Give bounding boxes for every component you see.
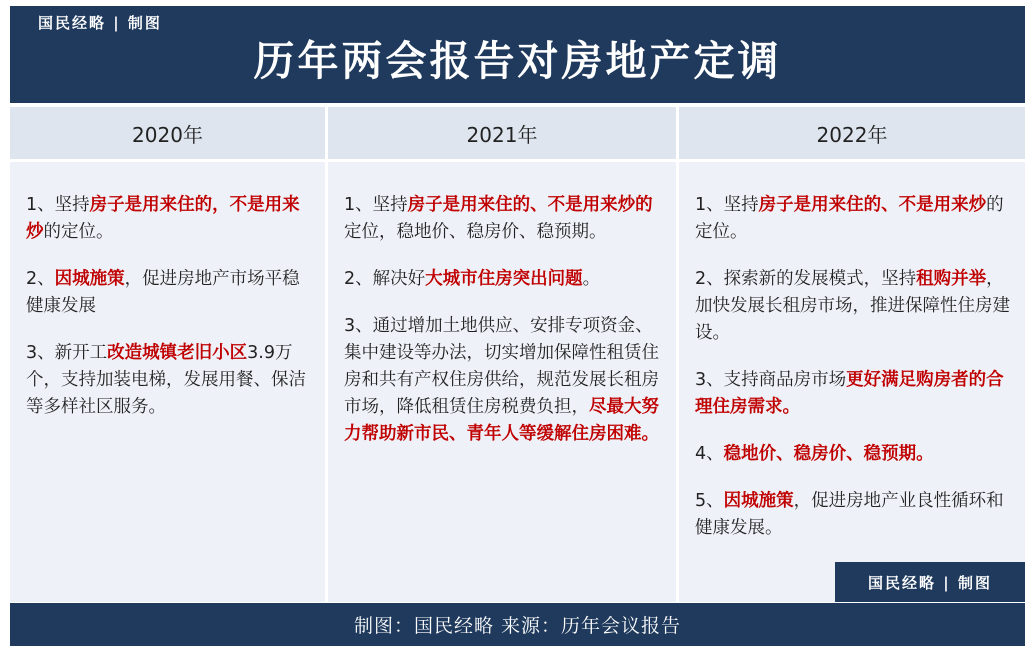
year-columns <box>10 107 1025 602</box>
highlight-text: 大城市住房突出问题 <box>425 269 583 289</box>
list-item <box>344 313 662 448</box>
item-text: ，促进房地产市场平稳健康发展 <box>26 269 300 316</box>
column-2020 <box>10 107 325 602</box>
list-item <box>695 192 1011 246</box>
brand-stamp: 国民经略 | 制图 <box>835 562 1025 602</box>
item-list <box>679 162 1025 542</box>
column-2021 <box>328 107 676 602</box>
list-item <box>344 192 662 246</box>
highlight-text: 房子是用来住的、不是用来炒 <box>758 195 987 215</box>
source-footer: 制图：国民经略 来源：历年会议报告 <box>10 603 1025 646</box>
column-header: 2021年 <box>328 107 676 162</box>
list-item <box>695 266 1011 347</box>
item-text: 的定位。 <box>43 222 114 242</box>
highlight-text: 房子是用来住的、不是用来炒的 <box>407 195 653 215</box>
list-item <box>695 367 1011 421</box>
header-banner <box>10 6 1025 103</box>
column-header: 2022年 <box>679 107 1025 162</box>
highlight-text: 稳地价、稳房价、稳预期。 <box>723 444 934 464</box>
column-header: 2020年 <box>10 107 325 162</box>
item-text: 3、支持商品房市场 <box>695 370 847 390</box>
highlight-text: 因城施策 <box>723 491 794 511</box>
highlight-text: 租购并举 <box>916 269 987 289</box>
item-text: 3、通过增加土地供应、安排专项资金、集中建设等办法，切实增加保障性租赁住房和共有产权住房供给，规范发展长租房市场，降低租赁住房税费负担， <box>344 316 659 417</box>
item-text: 1、坚持 <box>695 195 759 215</box>
item-text: 。 <box>582 269 601 289</box>
highlight-text: 更好满足购房者的合理住房需求。 <box>695 370 1004 417</box>
highlight-text: 因城施策 <box>54 269 125 289</box>
list-item <box>695 488 1011 542</box>
item-text: 3.9万个，支持加装电梯，发展用餐、保洁等多样社区服务。 <box>26 343 306 417</box>
item-text: 5、 <box>695 491 724 511</box>
item-text: 1、坚持 <box>344 195 408 215</box>
infographic <box>10 6 1025 646</box>
item-text: ，加快发展长租房市场，推进保障性住房建设。 <box>695 269 1010 343</box>
item-text: ，促进房地产业良性循环和健康发展。 <box>695 491 1004 538</box>
item-text: 2、解决好 <box>344 269 426 289</box>
column-2022 <box>679 107 1025 602</box>
list-item <box>26 266 311 320</box>
item-list <box>10 162 325 421</box>
item-text: 的定位。 <box>695 195 1004 242</box>
list-item <box>26 340 311 421</box>
item-text: 2、探索新的发展模式，坚持 <box>695 269 917 289</box>
highlight-text: 改造城镇老旧小区 <box>107 343 248 363</box>
page-title: 历年两会报告对房地产定调 <box>253 37 782 85</box>
highlight-text: 房子是用来住的，不是用来炒 <box>26 195 300 242</box>
brand-label: 国民经略 | 制图 <box>38 14 162 32</box>
list-item <box>695 441 1011 468</box>
item-text: 4、 <box>695 444 724 464</box>
list-item <box>344 266 662 293</box>
item-text: 1、坚持 <box>26 195 90 215</box>
item-text: 3、新开工 <box>26 343 108 363</box>
item-text: 定位，稳地价、稳房价、稳预期。 <box>344 222 607 242</box>
item-text: 2、 <box>26 269 55 289</box>
item-list <box>328 162 676 448</box>
list-item <box>26 192 311 246</box>
highlight-text: 尽最大努力帮助新市民、青年人等缓解住房困难。 <box>344 397 659 444</box>
